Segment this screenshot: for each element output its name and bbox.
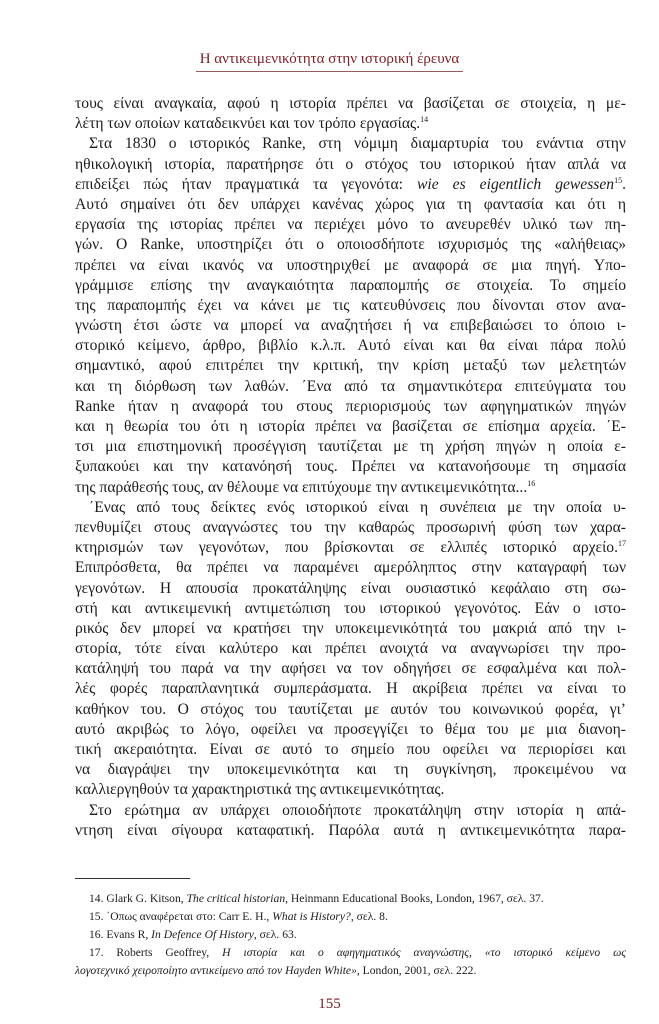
text-line: [75, 780, 626, 800]
text-run: Αυτό σημαίνει ότι δεν υπάρχει κανένας χώρος για τη φαντασία και ότι η: [75, 195, 626, 213]
text-run: , σελ. 8.: [350, 910, 388, 923]
text-line: [75, 175, 626, 195]
text-run: γών. Ο Ranke, υποστηρίζει ότι ο οποιοσδήποτε ισχυρισμός της «αλήθειας»: [75, 236, 626, 254]
text-run: πρέπει να είναι ικανός να υποστηριχθεί με αναφορά σε μια πηγή. Υπο-: [75, 256, 626, 274]
text-line: [75, 720, 626, 740]
text-run: λέτη των οποίων καταδεικνύει και τον τρόπο εργασίας.: [75, 115, 421, 133]
text-line: [75, 417, 626, 437]
text-run: ηθικολογική ιστορία, παρατήρησε ότι ο στόχος του ιστορικού ήταν απλά να: [75, 155, 626, 173]
text-line: [75, 639, 626, 659]
text-run: 14. Glark G. Kitson,: [89, 892, 187, 905]
text-line: [75, 498, 626, 518]
text-line: [75, 316, 626, 336]
footnote-line: [75, 944, 626, 962]
text-run: , London, 2001, σελ. 222.: [356, 964, 477, 977]
running-header: [0, 50, 659, 72]
italic-text: Η ιστορία και ο αφηγηματικός αναγνώστης, «το ιστορικό κείμενο ως: [222, 946, 626, 959]
text-line: [75, 276, 626, 296]
text-run: και η θεωρία του ότι η ιστορία πρέπει να βασίζεται σε επίσημα αρχεία. ΄Ε-: [75, 418, 626, 435]
text-line: [75, 256, 626, 276]
text-run: Στα 1830 ο ιστορικός Ranke, στη νόμιμη διαμαρτυρία του ενάντια στην: [89, 135, 626, 153]
footnote-reference: 16: [527, 478, 536, 488]
footnote-line: [75, 962, 626, 980]
text-run: στή και αντικειμενική αντιμετώπιση του ιστορικού γεγονότος. Εάν ο ιστο-: [75, 599, 626, 617]
text-run: Ranke ήταν η αναφορά του στους περιορισμούς των αφηγηματικών πηγών: [75, 397, 626, 415]
footnote-line: [75, 908, 626, 926]
footnote-reference: 15: [614, 175, 623, 185]
text-line: [75, 215, 626, 235]
text-line: [75, 679, 626, 699]
text-line: [75, 821, 626, 841]
text-run: κτηρισμών των γεγονότων, που βρίσκονται σε ελλιπές ιστορικό αρχείο.: [75, 539, 618, 557]
text-line: [75, 155, 626, 175]
text-run: στορία, τότε είναι καλύτερο και πρέπει ανοιχτά να αναγνωρίσει την προ-: [75, 640, 626, 658]
text-run: 15. ΄Οπως αναφέρεται στο: Carr E. H.,: [89, 910, 273, 923]
footnote-reference: 14: [420, 115, 429, 125]
text-line: [75, 195, 626, 215]
text-line: [75, 235, 626, 255]
text-line: [75, 740, 626, 760]
text-run: , σελ. 63.: [253, 928, 297, 941]
text-run: τους είναι αναγκαία, αφού η ιστορία πρέπει να βασίζεται σε στοιχεία, η με-: [75, 95, 626, 112]
italic-text: In Defence Of History: [151, 928, 254, 941]
text-run: λές φορές παραπλανητικά συμπεράσματα. Η ακρίβεια πρέπει να είναι το: [75, 680, 626, 698]
text-run: ντηση είναι σίγουρα καταφατική. Παρόλα αυτά η αντικειμενικότητα παρα-: [75, 821, 626, 839]
footnote-line: [75, 890, 626, 908]
text-line: [75, 437, 626, 457]
text-line: [75, 659, 626, 679]
text-run: Στο ερώτημα αν υπάρχει οποιοδήποτε προκατάληψη στην ιστορία η απά-: [89, 801, 626, 819]
text-run: 17. Roberts Geoffrey,: [89, 946, 223, 959]
italic-text: λογοτεχνικό χειροποίητο αντικείμενο από τον Hayden White»: [75, 964, 357, 977]
text-run: εργασία της ιστορίας πρέπει να περιέχει μόνο το ανευρεθέν υλικό των πη-: [75, 216, 626, 234]
italic-text: The critical historian: [186, 892, 286, 905]
italic-text: What is History?: [272, 910, 351, 923]
text-run: γεγονότων. Η απουσία προκατάληψης είναι ουσιαστικό κεφάλαιο στη σω-: [75, 579, 626, 597]
text-run: γνώστη έτσι ώστε να μπορεί να αναζητήσει ή να επιβεβαιώσει το όποιο ι-: [75, 317, 626, 335]
text-run: της παράθεσής τους, αν θέλουμε να επιτύχουμε την αντικειμενικότητα...: [75, 478, 528, 496]
italic-text: wie es eigentlich gewessen: [417, 175, 615, 193]
text-run: , Heinmann Educational Books, London, 1967, σελ. 37.: [285, 892, 544, 905]
text-run: να διαγράψει την υποκειμενικότητα και τη συγκίνηση, προκειμένου να: [75, 761, 626, 779]
text-line: [75, 356, 626, 376]
text-run: στορικό κείμενο, άρθρο, βιβλίο κ.λ.π. Αυτό είναι και θα είναι πάρα πολύ: [75, 337, 626, 355]
body-text: [75, 94, 626, 841]
text-line: [75, 114, 626, 134]
footnote-divider: [75, 878, 190, 879]
text-run: αυτό ακριβώς το λόγο, οφείλει να προσεγγίζει το θέμα του με μια διανοη-: [75, 720, 626, 738]
text-run: της παραπομπής έχει να κάνει με τις κατευθύνσεις που δίνονται στον ανα-: [75, 296, 626, 314]
text-run: και τη διόρθωση των λαθών. ΄Ενα από τα σημαντικότερα επιτεύγματα του: [75, 377, 626, 395]
text-line: [75, 478, 626, 498]
text-line: [75, 518, 626, 538]
footnote-line: [75, 926, 626, 944]
text-run: .: [622, 175, 626, 193]
text-line: [75, 700, 626, 720]
text-line: [75, 760, 626, 780]
text-line: [75, 599, 626, 619]
text-run: πενθυμίζει στους αναγνώστες του την καθαρώς προσωρινή φύση των χαρα-: [75, 518, 626, 536]
text-run: γράμμισε επίσης την αναγκαιότητα παραπομπής σε στοιχεία. Το σημείο: [75, 276, 626, 294]
text-line: [75, 377, 626, 397]
text-run: Επιπρόσθετα, θα πρέπει να παραμένει αμερόληπτος στην καταγραφή των: [75, 559, 626, 577]
page-number: 155: [318, 996, 341, 1012]
text-run: τσι μια επιστημονική προσέγγιση ταυτίζεται με τη χρήση πηγών η οποία ε-: [75, 438, 626, 456]
text-run: ρικός δεν μπορεί να κρατήσει την υποκειμενικότητά του μακριά από την ι-: [75, 619, 626, 637]
text-run: ξυπακούει και την κατανόησή τους. Πρέπει να κατανοήσουμε τη σημασία: [75, 458, 626, 476]
running-title: Η αντικειμενικότητα στην ιστορική έρευνα: [196, 51, 464, 72]
footnotes: [75, 890, 626, 980]
text-line: [75, 801, 626, 821]
text-line: [75, 336, 626, 356]
text-line: [75, 296, 626, 316]
text-run: επιδείξει πώς ήταν πραγματικά τα γεγονότα:: [75, 175, 417, 193]
text-line: [75, 94, 626, 114]
text-line: [75, 558, 626, 578]
footnote-reference: 17: [618, 539, 626, 549]
text-run: καλλιεργηθούν τα χαρακτηριστικά της αντικειμενικότητας.: [75, 781, 445, 799]
text-run: καθήκον του. Ο στόχος του ταυτίζεται με αυτόν του κοινωνικού φορέα, γι’: [75, 700, 626, 718]
text-run: κατάληψή του παρά να την αφήσει να τον οδηγήσει σε εσφαλμένα και πολ-: [75, 660, 626, 678]
text-line: [75, 538, 626, 558]
text-line: [75, 579, 626, 599]
text-line: [75, 134, 626, 154]
text-run: ΄Ενας από τους δείκτες ενός ιστορικού είναι η συνέπεια με την οποία υ-: [89, 498, 626, 516]
text-line: [75, 619, 626, 639]
text-run: τική ακεραιότητα. Είναι σε αυτό το σημείο που οφείλει να περιορίσει και: [75, 741, 626, 758]
text-line: [75, 457, 626, 477]
text-run: σημαντικό, αφού επιτρέπει την κριτική, την κρίση μεταξύ των μελετητών: [75, 357, 626, 375]
text-run: 16. Evans R,: [89, 928, 152, 941]
text-line: [75, 397, 626, 417]
